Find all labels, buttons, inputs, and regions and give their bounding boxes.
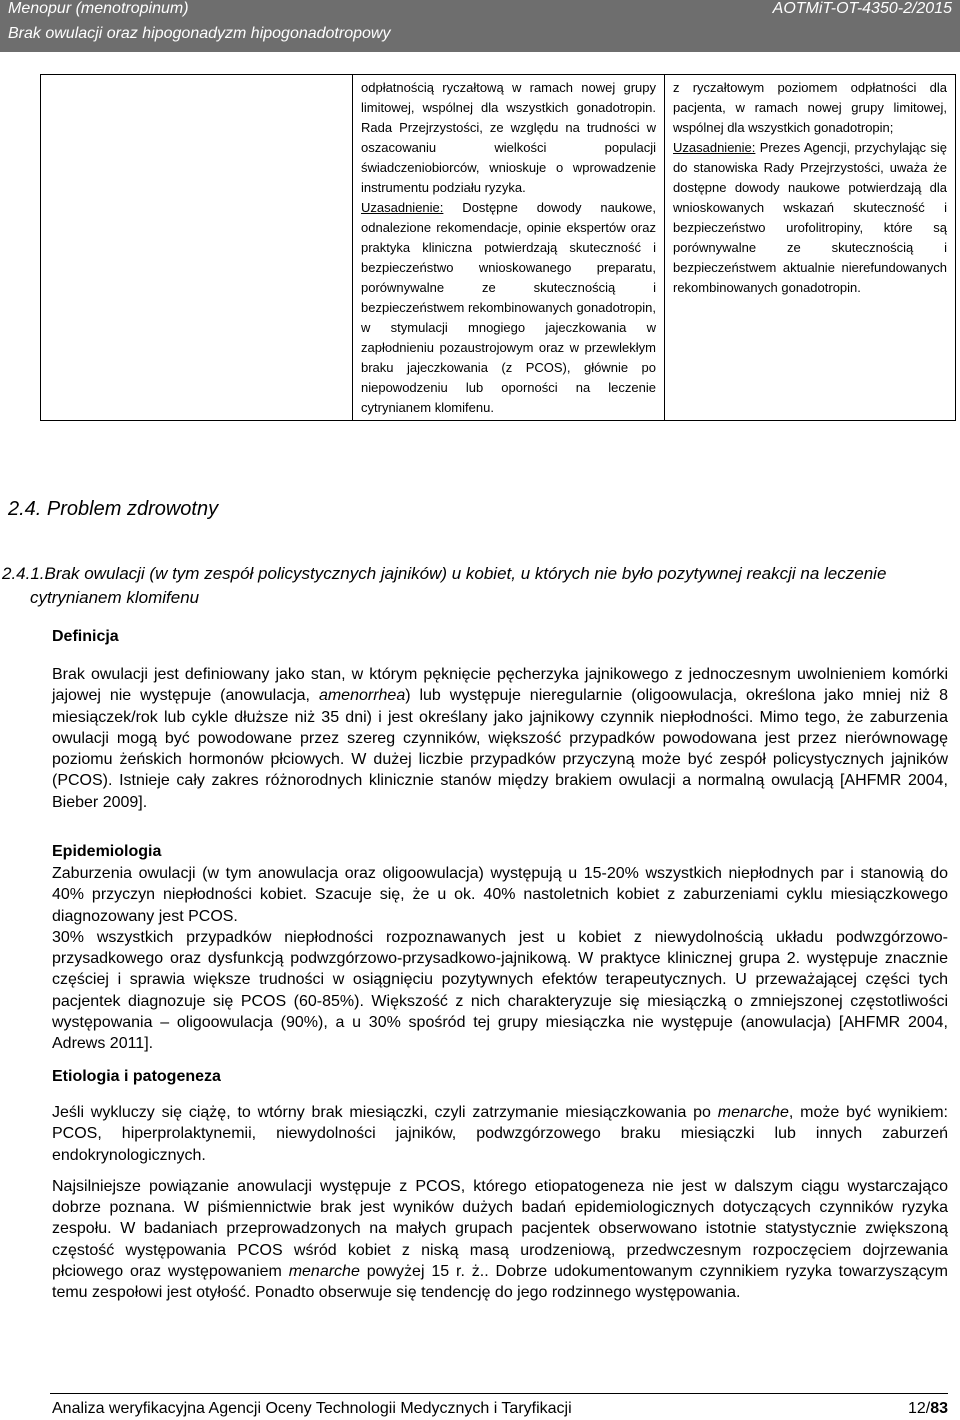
president-text-part1: z ryczałtowym poziomem odpłatności dla pacjenta, w ramach nowej grupy limitowej, wspólnej dla wszystkich gonadotropin; [673,80,947,135]
etiology-italic-term-2: menarche [288,1263,360,1281]
recommendation-table [40,74,956,421]
page-total: 83 [930,1400,948,1417]
subsection-heading [2,562,950,610]
table-cell-council-position [353,75,665,421]
table-cell-president-recommendation [665,75,956,421]
table-cell-empty [41,75,353,421]
etiology-text-d: powyżej 15 r. ż.. Dobrze udokumentowanym czynnikiem ryzyka towarzyszącym temu zespołowi jest otyłość. Ponadto obserwuje się tendencję do jego rodzinnego występowania. [52,1263,948,1302]
epidemiology-heading: Epidemiologia [52,843,162,860]
etiology-heading: Etiologia i patogeneza [52,1068,221,1085]
definition-italic-term: amenorrhea [318,687,406,705]
council-text-part1: odpłatnością ryczałtową w ramach nowej grupy limitowej, wspólnej dla wszystkich gonadotropin. Rada Przejrzystości, ze względu na trudności w oszacowaniu wielkości populacji świadczeniobiorców, wnioskuje o wprowadzenie instrumentu podziału ryzyka. [361,80,656,195]
president-justification: Prezes Agencji, przychylając się do stanowiska Rady Przejrzystości, uważa że dostępne dowody naukowe potwierdzają dla wnioskowanych wskazań skuteczność i bezpieczeństwo urofolitropiny, które są porównywalne ze skutecznością i bezpieczeństwem aktualnie nierefundowanych rekombinowanych gonadotropin. [673,140,947,295]
footer-agency: Analiza weryfikacyjna Agencji Oceny Technologii Medycznych i Taryfikacji [52,1400,572,1417]
page-current: 12/ [907,1400,931,1417]
etiology-section [52,1066,948,1304]
definition-paragraph [52,664,948,813]
etiology-text-b: , może być wynikiem: PCOS, hiperprolaktynemii, niewydolności jajników, podwzgórzowego braku miesiączki lub innych zaburzeń endokrynologicznych. [52,1104,948,1164]
definition-heading: Definicja [52,628,119,645]
epidemiology-section [52,841,948,1055]
etiology-paragraph-1 [52,1102,948,1166]
subsection-title: Brak owulacji (w tym zespół policystycznych jajników) u kobiet, u których nie było pozytywnej reakcji na leczenie cytrynianem klomifenu [30,564,887,607]
justification-label: Uzasadnienie: [361,200,444,215]
justification-label: Uzasadnienie: [673,140,756,155]
page-header [0,0,960,52]
definition-section [52,626,948,813]
page-number [908,1400,948,1418]
etiology-text-c: Najsilniejsze powiązanie anowulacji występuje z PCOS, którego etiopatogeneza nie jest w dalszym ciągu wystarczająco dobrze poznana. W piśmiennictwie brak jest wyników dużych badań epidemiologicznych dotyczących czynników ryzyka zespołu. W badaniach przeprowadzonych na małych grupach pacjentek obserwowano istotnie statystycznie zwiększoną częstość występowania PCOS wśród kobiet z niską masą urodzeniową, przedwczesnym rozpoczęciem dojrzewania płciowego oraz występowaniem [52,1177,948,1281]
table-row [41,75,956,421]
epidemiology-paragraph-1: Zaburzenia owulacji (w tym anowulacja oraz oligoowulacja) występują u 15-20% wszystkich niepłodnych par i stanowią do 40% przyczyn niepłodności kobiet. Szacuje się, że u ok. 40% nastoletnich kobiet z zaburzeniami cyklu miesiączkowego diagnozowany jest PCOS. [52,865,948,925]
definition-text-a: Brak owulacji jest definiowany jako stan, w którym pęknięcie pęcherzyka jajnikowego z jednoczesnym uwolnieniem komórki jajowej nie występuje (anowulacja, [52,666,948,705]
epidemiology-paragraph-2: 30% wszystkich przypadków niepłodności rozpoznawanych jest u kobiet z niewydolnością układu podwzgórzowo-przysadkowego oraz dysfunkcją podwzgórzowo-przysadkowo-jajnikową. W praktyce klinicznej grupa 2. występuje znacznie częściej i sprawia większe trudności w osiągnięciu pozytywnych efektów terapeutycznych. U przeważającej części tych pacjentek diagnozuje się PCOS (60-85%). Większość z nich charakteryzuje się miesiączką o zmniejszonej częstotliwości występowania – oligoowulacja (90%), a u 30% spośród tej grupy miesiączka nie występuje (anowulacja) [AHFMR 2004, Adrews 2011]. [52,928,948,1053]
council-text [353,75,664,420]
etiology-text-a: Jeśli wykluczy się ciążę, to wtórny brak miesiączki, czyli zatrzymanie miesiączkowania po [52,1104,718,1121]
council-justification: Dostępne dowody naukowe, odnalezione rekomendacje, opinie ekspertów oraz praktyka kliniczna potwierdzają skuteczność i bezpieczeństwo wnioskowanego preparatu, porównywalne ze skutecznością i bezpieczeństwem rekombinowanych gonadotropin, w stymulacji mnogiego jajeczkowania w zapłodnieniu pozaustrojowym oraz w przewlekłym braku jajeczkowania (z PCOS), głównie po niepowodzeniu lub oporności na leczenie cytrynianem klomifenu. [361,200,656,415]
document-code: AOTMiT-OT-4350-2/2015 [772,0,952,17]
document-subtitle: Brak owulacji oraz hipogonadyzm hipogonadotropowy [8,25,391,42]
etiology-italic-term: menarche [717,1104,789,1121]
definition-text-b: ) lub występuje nieregularnie (oligoowulacja, określona jako mniej niż 8 miesiączek/rok lub cykle dłuższe niż 35 dni) i jest określany jako jajnikowy czynnik niepłodności. Mimo tego, że zaburzenia owulacji mogą być powodowane przez szereg czynników, większość przypadków powodowana jest przez nierównowagę poziomu żeńskich hormonów płciowych. W dużej liczbie przypadków przyczyną może być zespół policystycznych jajników (PCOS). Istnieje cały zakres różnorodnych klinicznie stanów między brakiem owulacji a normalną owulacją [AHFMR 2004, Bieber 2009]. [52,687,948,811]
document-title: Menopur (menotropinum) [8,0,189,17]
subsection-number: 2.4.1. [2,564,45,583]
section-heading: 2.4. Problem zdrowotny [8,498,219,520]
etiology-paragraph-2 [52,1176,948,1304]
footer-divider [50,1393,948,1394]
president-text [665,75,955,300]
